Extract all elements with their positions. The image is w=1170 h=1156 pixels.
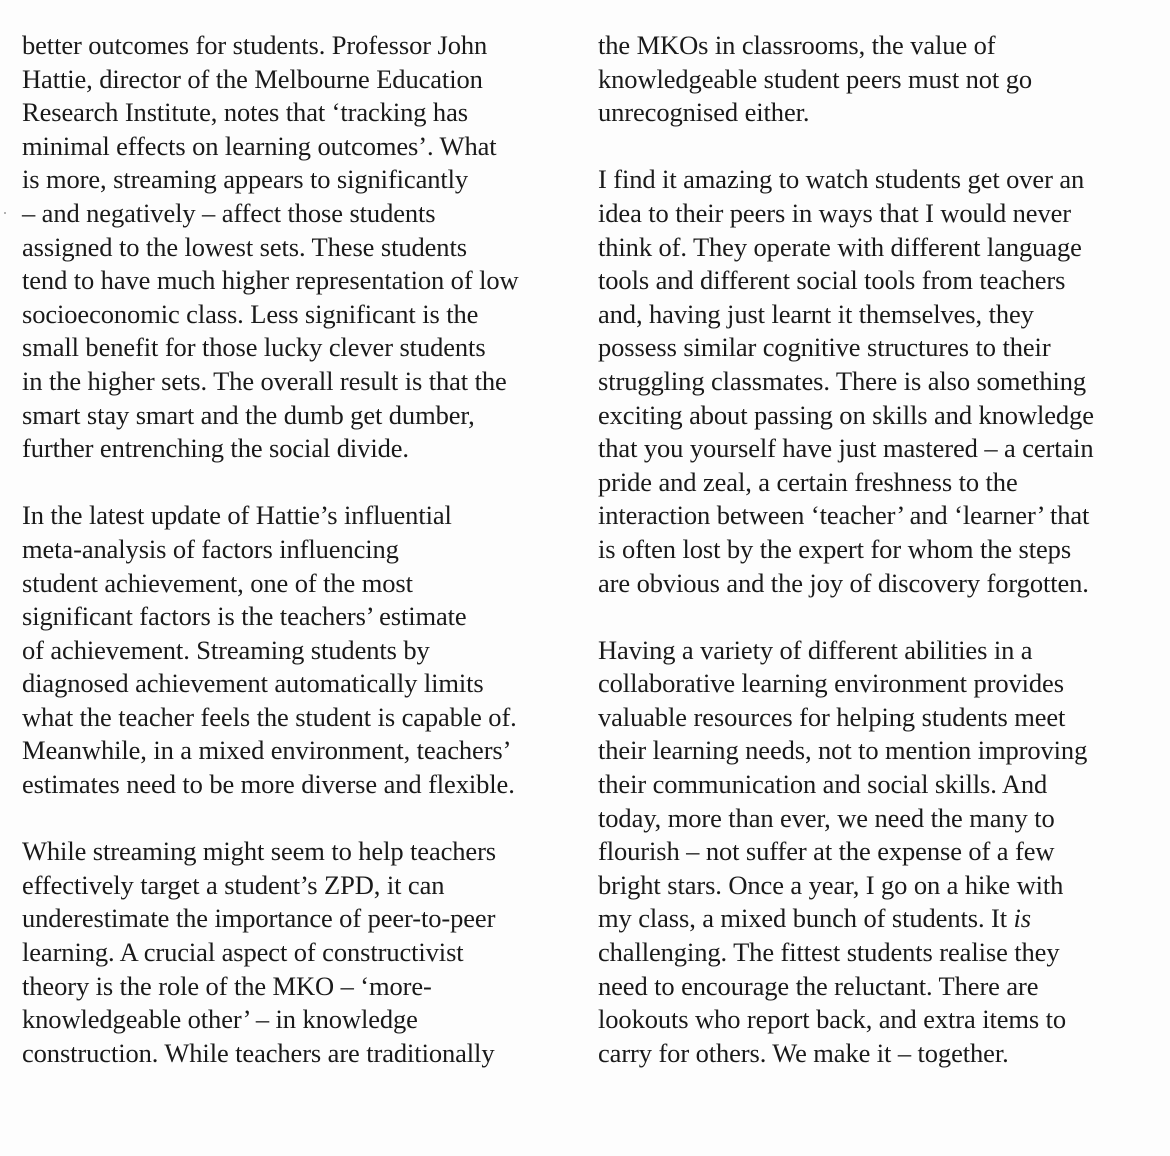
left-column bbox=[22, 29, 582, 1104]
text-line: further entrenching the social divide. bbox=[22, 433, 409, 464]
text-line: minimal effects on learning outcomes’. What bbox=[22, 130, 497, 161]
text-line: challenging. The fittest students realise they bbox=[598, 937, 1060, 968]
text-line: today, more than ever, we need the many to bbox=[598, 802, 1055, 833]
paragraph-hattie-meta-analysis bbox=[22, 499, 582, 801]
text-line: estimates need to be more diverse and flexible. bbox=[22, 769, 515, 800]
text-line: in the higher sets. The overall result is that the bbox=[22, 365, 507, 396]
emphasis-text: is bbox=[1013, 903, 1031, 934]
text-line: carry for others. We make it – together. bbox=[598, 1037, 1009, 1068]
text-line: Having a variety of different abilities in a bbox=[598, 634, 1033, 665]
text-line: meta-analysis of factors influencing bbox=[22, 533, 399, 564]
text-line: is more, streaming appears to significantly bbox=[22, 164, 469, 195]
paragraph-mko-continued bbox=[598, 29, 1158, 130]
text-line: In the latest update of Hattie’s influential bbox=[22, 500, 452, 531]
text-line: possess similar cognitive structures to their bbox=[598, 332, 1051, 363]
text-line: smart stay smart and the dumb get dumber, bbox=[22, 399, 475, 430]
text-line: idea to their peers in ways that I would never bbox=[598, 197, 1071, 228]
text-line: Research Institute, notes that ‘tracking has bbox=[22, 97, 468, 128]
text-line: lookouts who report back, and extra items to bbox=[598, 1004, 1067, 1035]
text-line: tools and different social tools from teachers bbox=[598, 265, 1066, 296]
text-line: the MKOs in classrooms, the value of bbox=[598, 30, 996, 60]
text-line: Hattie, director of the Melbourne Education bbox=[22, 63, 483, 94]
text-line bbox=[598, 902, 1158, 936]
text-line: unrecognised either. bbox=[598, 97, 810, 128]
text-line: student achievement, one of the most bbox=[22, 567, 413, 598]
text-line: knowledgeable other’ – in knowledge bbox=[22, 1004, 418, 1035]
text-line: pride and zeal, a certain freshness to the bbox=[598, 466, 1018, 497]
text-line: collaborative learning environment provides bbox=[598, 668, 1064, 699]
text-run: my class, a mixed bunch of students. It bbox=[598, 903, 1014, 934]
text-line: flourish – not suffer at the expense of a few bbox=[598, 836, 1055, 867]
text-line: Meanwhile, in a mixed environment, teachers’ bbox=[22, 735, 512, 766]
text-line: think of. They operate with different language bbox=[598, 231, 1082, 262]
text-line: are obvious and the joy of discovery forgotten. bbox=[598, 567, 1089, 598]
paragraph-peer-learning bbox=[22, 835, 582, 1070]
text-line: small benefit for those lucky clever students bbox=[22, 332, 486, 363]
text-line: assigned to the lowest sets. These students bbox=[22, 231, 467, 262]
text-line: their communication and social skills. And bbox=[598, 769, 1048, 800]
text-line: – and negatively – affect those students bbox=[22, 197, 436, 228]
text-line: learning. A crucial aspect of constructivist bbox=[22, 937, 464, 968]
text-line: diagnosed achievement automatically limits bbox=[22, 668, 484, 699]
text-line: I find it amazing to watch students get over an bbox=[598, 164, 1085, 195]
text-line: tend to have much higher representation of low bbox=[22, 265, 519, 296]
paragraph-peer-teaching bbox=[598, 163, 1158, 600]
text-line: that you yourself have just mastered – a certain bbox=[598, 433, 1094, 464]
paragraph-tracking bbox=[22, 29, 582, 466]
text-line: exciting about passing on skills and knowledge bbox=[598, 399, 1094, 430]
text-line: of achievement. Streaming students by bbox=[22, 634, 430, 665]
text-line: interaction between ‘teacher’ and ‘learner’ that bbox=[598, 500, 1090, 531]
text-line: what the teacher feels the student is capable of. bbox=[22, 701, 517, 732]
scan-speck bbox=[4, 212, 6, 214]
text-line: construction. While teachers are traditionally bbox=[22, 1037, 495, 1068]
text-line: socioeconomic class. Less significant is the bbox=[22, 298, 479, 329]
text-line: and, having just learnt it themselves, they bbox=[598, 298, 1034, 329]
text-line: struggling classmates. There is also something bbox=[598, 365, 1087, 396]
text-line: need to encourage the reluctant. There are bbox=[598, 970, 1039, 1001]
text-line: While streaming might seem to help teachers bbox=[22, 836, 497, 867]
text-line: is often lost by the expert for whom the steps bbox=[598, 533, 1072, 564]
right-column bbox=[598, 29, 1158, 1104]
mixed-abilities-lines bbox=[598, 634, 1158, 903]
text-line: better outcomes for students. Professor John bbox=[22, 30, 488, 60]
text-line: valuable resources for helping students meet bbox=[598, 701, 1066, 732]
text-line: their learning needs, not to mention improving bbox=[598, 735, 1088, 766]
text-line: effectively target a student’s ZPD, it can bbox=[22, 869, 445, 900]
text-line: significant factors is the teachers’ estimate bbox=[22, 601, 467, 632]
text-line: knowledgeable student peers must not go bbox=[598, 63, 1032, 94]
text-line: bright stars. Once a year, I go on a hike with bbox=[598, 869, 1064, 900]
paragraph-mixed-abilities bbox=[598, 634, 1158, 1071]
text-line: underestimate the importance of peer-to-peer bbox=[22, 903, 496, 934]
mixed-abilities-lines-after bbox=[598, 936, 1158, 1070]
text-line: theory is the role of the MKO – ‘more- bbox=[22, 970, 432, 1001]
